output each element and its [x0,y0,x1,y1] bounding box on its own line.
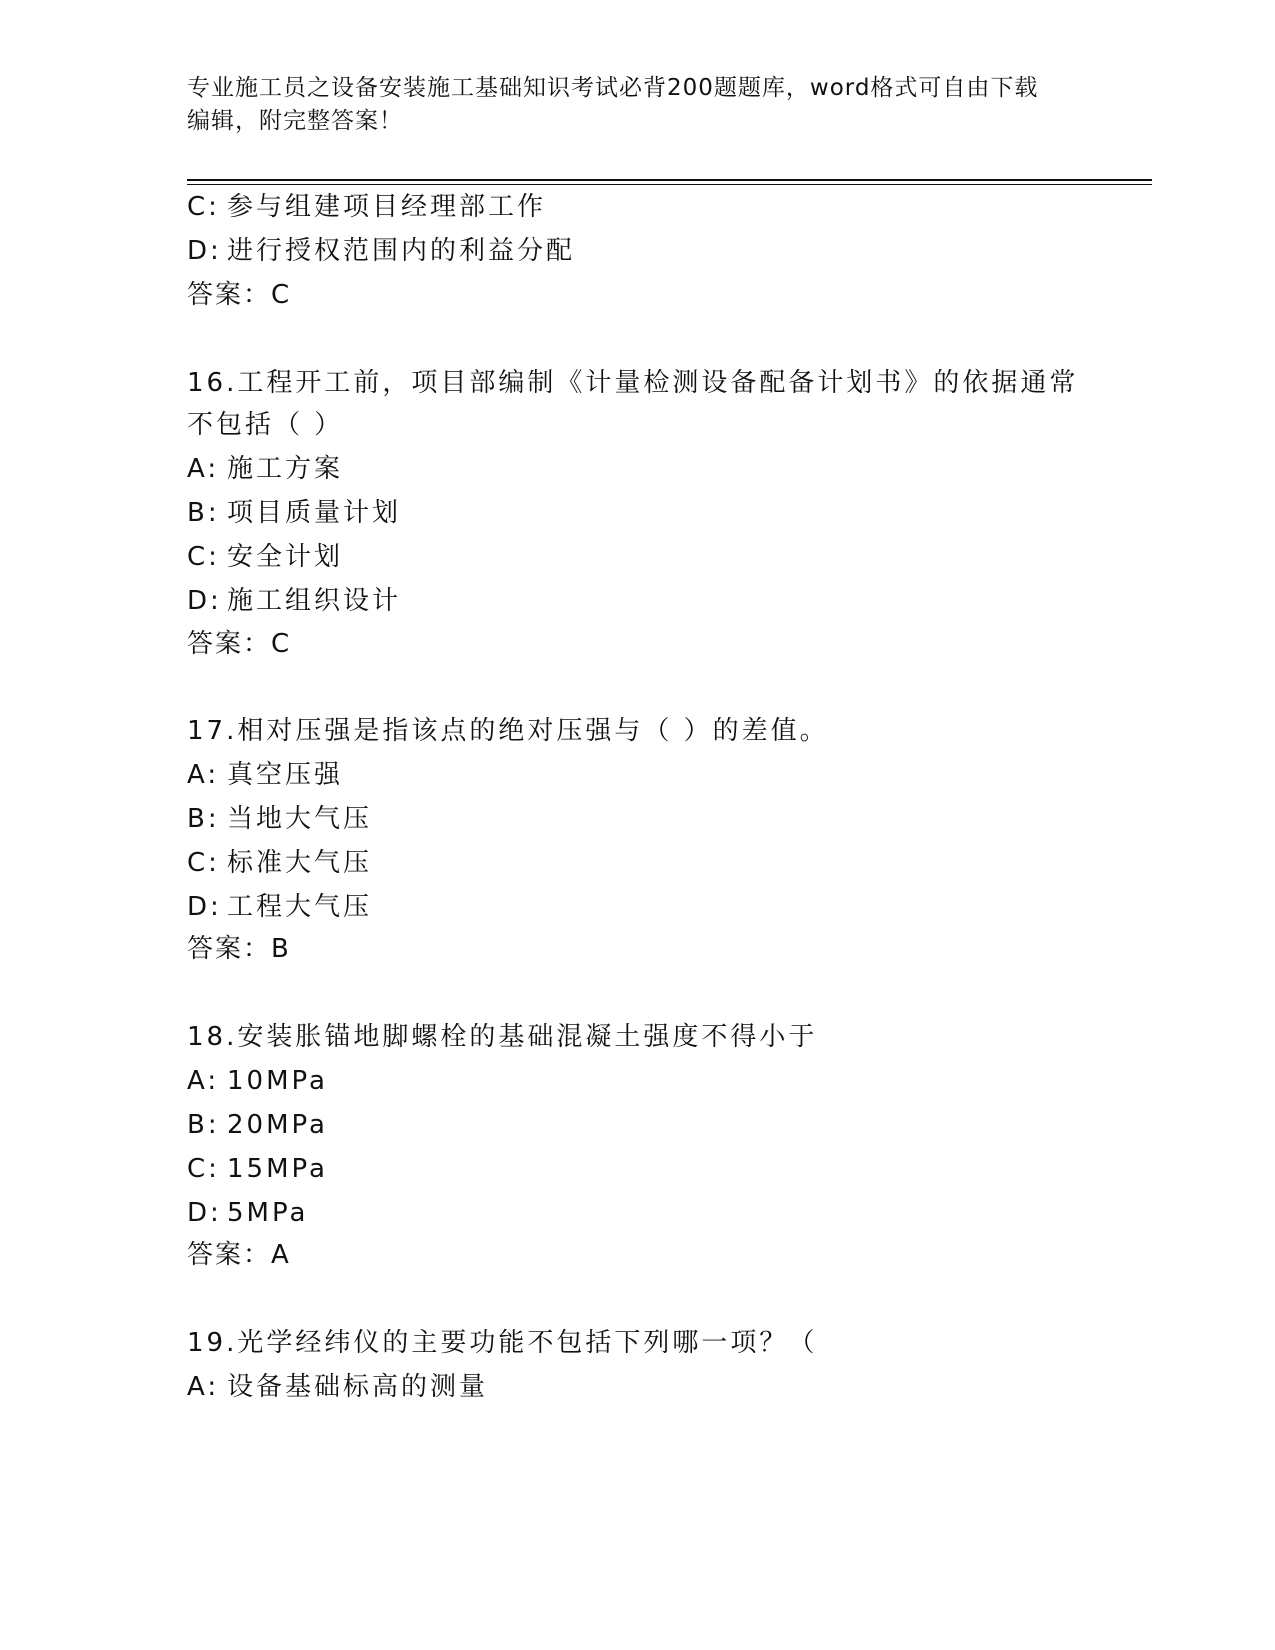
option-label: A: [187,1066,220,1096]
question-16-option-b [187,496,401,530]
question-16-stem-line-1: 16.工程开工前，项目部编制《计量检测设备配备计划书》的依据通常 [187,368,1079,398]
option-label: D: [187,892,222,922]
option-text: 标准大气压 [227,848,373,878]
question-18-option-a [187,1064,328,1098]
header-divider-thick [187,179,1152,181]
option-label: D: [187,236,222,266]
option-label: C: [187,848,220,878]
option-label: D: [187,1198,222,1228]
option-label: D: [187,586,222,616]
option-label: C: [187,192,220,222]
option-text: 工程大气压 [227,892,373,922]
question-16-option-d [187,584,401,618]
option-label: A: [187,454,220,484]
option-text: 10MPa [227,1066,328,1096]
question-18-stem: 18.安装胀锚地脚螺栓的基础混凝土强度不得小于 [187,1022,818,1052]
header-title-line-2: 编辑，附完整答案！ [187,108,403,134]
question-16-stem-line-2: 不包括（ ） [187,410,344,440]
option-text: 进行授权范围内的利益分配 [227,236,576,266]
question-17-answer: 答案：B [187,934,291,964]
option-text: 当地大气压 [227,804,373,834]
option-label: B: [187,498,220,528]
option-text: 安全计划 [227,542,344,572]
option-label: A: [187,760,220,790]
option-text: 项目质量计划 [227,498,402,528]
question-16-option-a [187,452,343,486]
header-title-line-1: 专业施工员之设备安装施工基础知识考试必背200题题库，word格式可自由下载 [187,75,1039,101]
question-18-option-d [187,1196,308,1230]
option-text: 施工组织设计 [227,586,402,616]
question-16-answer: 答案：C [187,629,292,659]
option-label: C: [187,542,220,572]
question-18-option-c [187,1152,328,1186]
question-19-option-a [187,1370,488,1404]
option-text: 20MPa [227,1110,328,1140]
option-text: 15MPa [227,1154,328,1184]
option-label: C: [187,1154,220,1184]
question-17-option-d [187,890,372,924]
question-18-option-b [187,1108,328,1142]
option-label: B: [187,804,220,834]
question-16-option-c [187,540,343,574]
option-label: A: [187,1372,220,1402]
option-label: B: [187,1110,220,1140]
option-text: 真空压强 [227,760,344,790]
question-18-answer: 答案：A [187,1240,291,1270]
option-c [187,190,546,224]
question-17-stem: 17.相对压强是指该点的绝对压强与（ ）的差值。 [187,716,829,746]
option-text: 5MPa [227,1198,309,1228]
question-19-stem: 19.光学经纬仪的主要功能不包括下列哪一项？（ [187,1328,818,1358]
answer-line: 答案：C [187,280,292,310]
question-17-option-b [187,802,372,836]
header-divider-thin [187,184,1152,185]
option-text: 设备基础标高的测量 [227,1372,489,1402]
option-d [187,234,575,268]
option-text: 施工方案 [227,454,344,484]
question-17-option-a [187,758,343,792]
question-17-option-c [187,846,372,880]
option-text: 参与组建项目经理部工作 [227,192,547,222]
page-header [187,72,1087,138]
